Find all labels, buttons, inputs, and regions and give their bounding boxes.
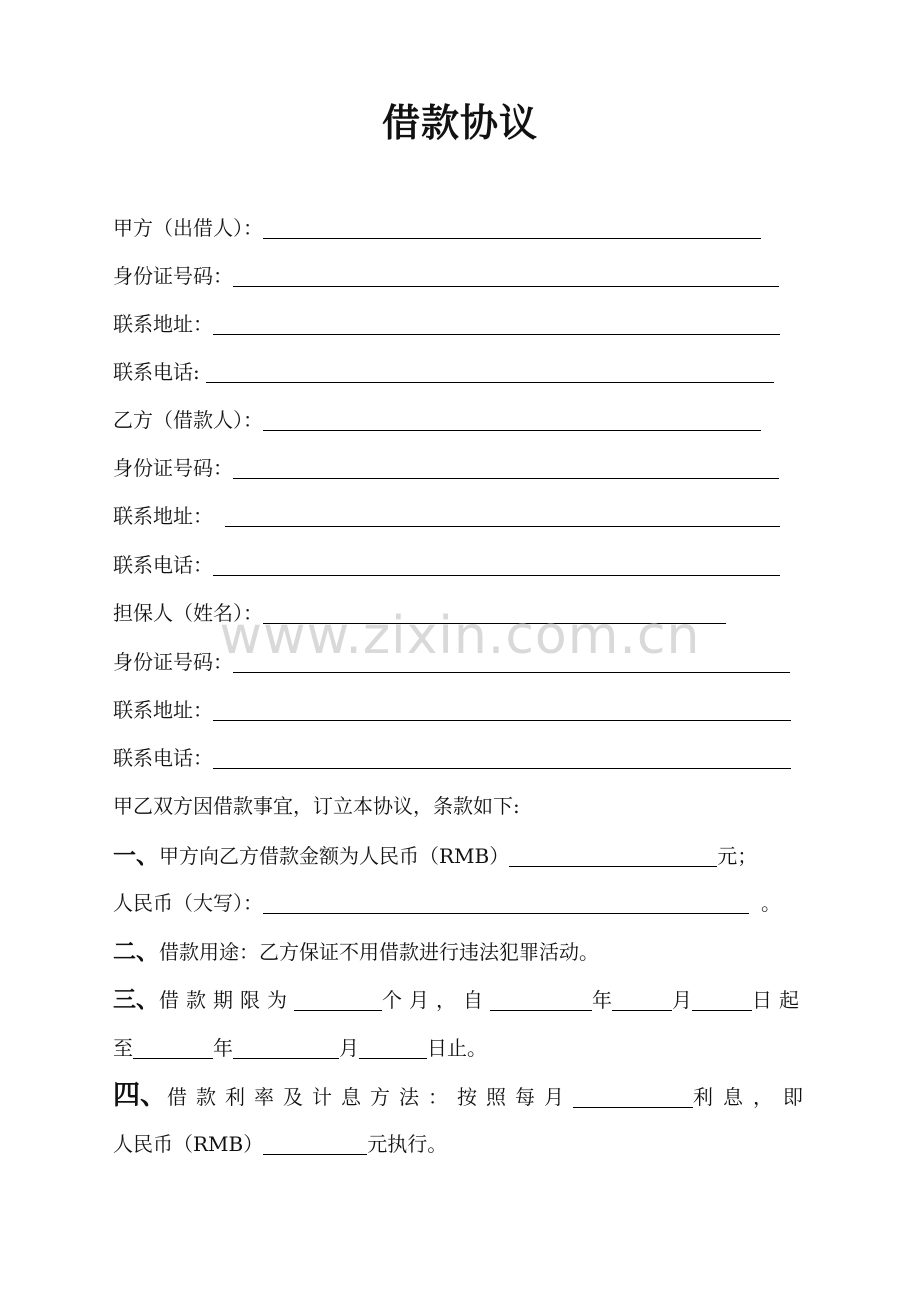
intro-text: 甲乙双方因借款事宜，订立本协议，条款如下: (113, 794, 520, 818)
clause-3-month-text: 月 (672, 988, 692, 1012)
party-b-id-blank[interactable] (233, 456, 779, 479)
party-b-phone-row (113, 548, 780, 582)
clause-3-from-year-blank[interactable] (490, 988, 592, 1011)
guarantor-address-row (113, 693, 791, 727)
party-a-address-row (113, 307, 780, 341)
guarantor-phone-row (113, 741, 791, 775)
party-a-phone-label: 联系电话: (113, 360, 200, 384)
clause-3-to-text: 至 (113, 1036, 133, 1060)
guarantor-phone-blank[interactable] (213, 746, 791, 769)
party-a-id-label: 身份证号码： (113, 264, 233, 288)
party-a-name-blank[interactable] (263, 216, 761, 239)
clause-1-caps-blank[interactable] (263, 891, 749, 914)
clause-3-prefix: 借款期限为 (159, 988, 294, 1012)
clause-4-rmb-label: 人民币（RMB） (113, 1132, 264, 1156)
clause-1-text: 甲方向乙方借款金额为人民币（RMB） (159, 844, 510, 868)
party-b-id-label: 身份证号码： (113, 456, 233, 480)
guarantor-id-blank[interactable] (233, 650, 790, 673)
clause-3-months-blank[interactable] (294, 988, 382, 1011)
clause-4-number: 四、 (113, 1080, 167, 1111)
guarantor-id-row (113, 645, 790, 679)
party-a-id-blank[interactable] (233, 264, 779, 287)
party-b-name-label: 乙方（借款人）： (113, 408, 263, 432)
party-a-phone-row (113, 355, 774, 389)
guarantor-name-row (113, 596, 726, 630)
clause-3-months-text: 个月，自 (382, 988, 490, 1012)
clause-3-to-year-text: 年 (213, 1036, 233, 1060)
document-title: 借款协议 (381, 101, 538, 145)
party-a-address-blank[interactable] (213, 312, 780, 335)
clause-4-continue-row (113, 1127, 447, 1161)
clause-1-unit: 元； (717, 844, 758, 868)
clause-3-to-year-blank[interactable] (133, 1036, 213, 1059)
clause-2-text: 借款用途：乙方保证不用借款进行违法犯罪活动。 (159, 940, 599, 964)
clause-3-day-from-text: 日起 (752, 988, 806, 1012)
watermark-text: www.zixin.com.cn (219, 606, 701, 666)
clause-4-interest-text: 利息，即 (693, 1085, 813, 1109)
clause-4-row (113, 1079, 813, 1113)
guarantor-address-blank[interactable] (213, 698, 791, 721)
party-a-address-label: 联系地址： (113, 312, 213, 336)
clause-1-amount-blank[interactable] (509, 844, 717, 867)
party-b-address-row (113, 499, 780, 533)
clause-1-number: 一、 (113, 843, 159, 869)
clause-3-continue-row (113, 1031, 487, 1065)
clause-1-caps-label: 人民币（大写）： (113, 891, 263, 915)
party-a-name-row (113, 211, 761, 245)
clause-3-to-month-blank[interactable] (233, 1036, 339, 1059)
clause-3-to-day-blank[interactable] (359, 1036, 427, 1059)
party-b-phone-label: 联系电话： (113, 553, 213, 577)
guarantor-id-label: 身份证号码： (113, 650, 233, 674)
party-b-phone-blank[interactable] (213, 553, 780, 576)
clause-3-day-to-text: 日止。 (427, 1036, 487, 1060)
clause-4-end-text: 元执行。 (367, 1132, 448, 1156)
party-a-phone-blank[interactable] (206, 360, 774, 383)
clause-3-to-month-text: 月 (339, 1036, 359, 1060)
guarantor-phone-label: 联系电话： (113, 746, 213, 770)
guarantor-address-label: 联系地址： (113, 698, 213, 722)
guarantor-name-label: 担保人（姓名）： (113, 601, 263, 625)
party-a-id-row (113, 259, 779, 293)
guarantor-name-blank[interactable] (263, 601, 726, 624)
clause-3-from-month-blank[interactable] (612, 988, 672, 1011)
clause-2-row (113, 935, 599, 969)
party-b-name-blank[interactable] (263, 408, 761, 431)
clause-4-rate-blank[interactable] (573, 1085, 693, 1108)
clause-4-prefix: 借款利率及计息方法：按照每月 (167, 1085, 573, 1109)
party-b-name-row (113, 403, 761, 437)
clause-1-row (113, 839, 757, 873)
clause-3-row (113, 983, 806, 1017)
party-b-address-label: 联系地址： (113, 504, 213, 528)
clause-3-year-text: 年 (592, 988, 612, 1012)
clause-1-caps-end: 。 (761, 891, 781, 915)
party-a-name-label: 甲方（出借人）： (113, 216, 263, 240)
party-b-id-row (113, 451, 779, 485)
clause-3-from-day-blank[interactable] (692, 988, 752, 1011)
clause-2-number: 二、 (113, 939, 159, 965)
party-b-address-blank[interactable] (225, 504, 780, 527)
clause-1-caps-row (113, 886, 781, 920)
clause-3-number: 三、 (113, 987, 159, 1013)
clause-4-amount-blank[interactable] (263, 1132, 367, 1155)
